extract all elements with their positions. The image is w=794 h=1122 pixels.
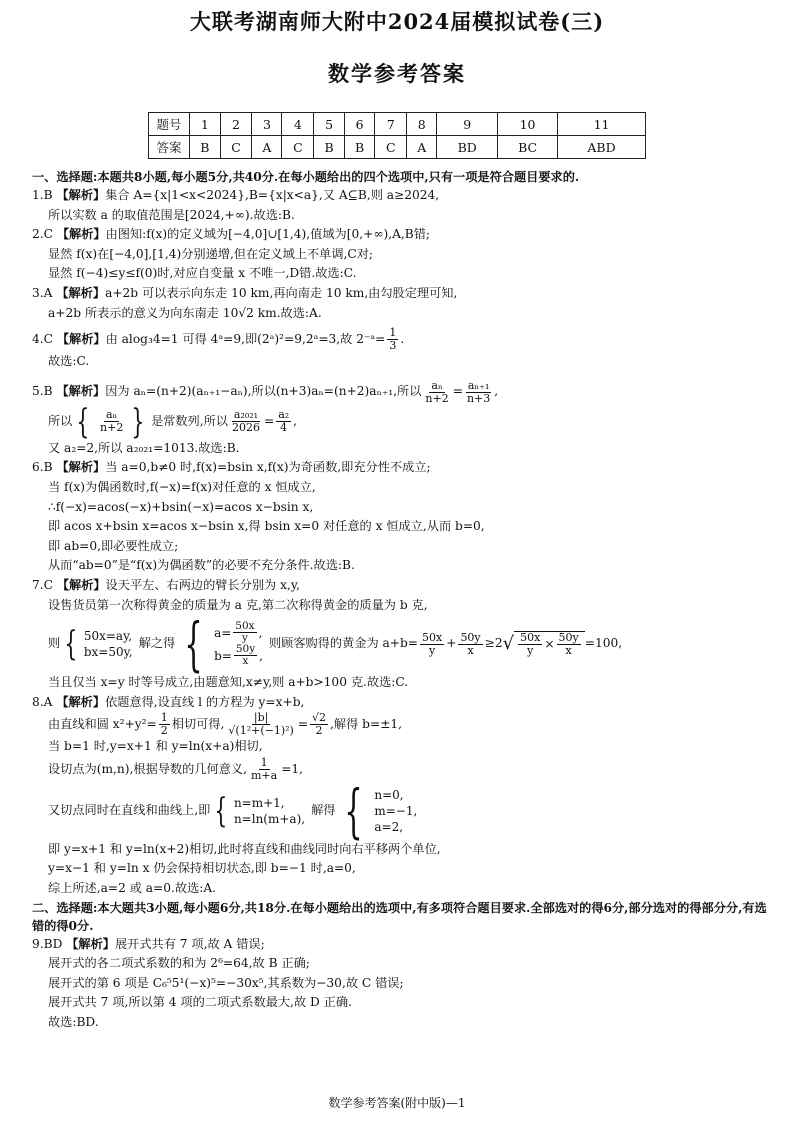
q7-sys2-r1-frac (233, 621, 256, 644)
q7-sys2-r2-lhs: b= (214, 648, 232, 663)
q8-line-1 (32, 693, 770, 713)
q7-frac-d (557, 632, 581, 657)
q2-tag: 【解析】 (56, 227, 106, 242)
q7-line-1 (32, 576, 770, 596)
q8-text-4a: 设切点为(m,n),根据导数的几何意义, (48, 761, 247, 776)
q8-line-7: y=x−1 和 y=ln x 仍会保持相切状态,即 b=−1 时,a=0, (48, 861, 356, 876)
q7-sys2-r2-end: , (259, 648, 263, 663)
q5-line-2 (32, 401, 770, 442)
q8-line-4 (32, 757, 770, 782)
q8-sysB-brace: { (344, 776, 364, 845)
q5-f3-num: aₙ (106, 408, 118, 422)
q5-f1-num: aₙ (431, 378, 443, 392)
q7-fb-den: x (467, 643, 474, 657)
question-number-cell: 10 (498, 113, 558, 136)
q6-line-3: ∴f(−x)=acos(−x)+bsin(−x)=acos x−bsin x, (48, 499, 314, 514)
q2-number: 2.C (32, 227, 53, 242)
q7-fa-num: 50x (422, 630, 443, 644)
q3-tag: 【解析】 (56, 285, 106, 300)
q5-fraction-2 (465, 380, 492, 405)
q1-line-1 (32, 186, 770, 206)
answer-cell: BC (498, 136, 558, 159)
q4-line-1 (32, 327, 770, 352)
q6-line-1 (32, 458, 770, 478)
q7-then: 则 (48, 636, 61, 651)
q5-right-brace: } (131, 401, 145, 442)
q5-f2-num: aₙ₊₁ (467, 378, 490, 392)
answer-cell: B (190, 136, 221, 159)
q7-frac-b (458, 632, 482, 657)
q8-fraction-2 (226, 712, 295, 737)
q1-line-2: 所以实数 a 的取值范围是[2024,+∞).故选:B. (48, 207, 295, 222)
answer-content (32, 168, 770, 1033)
answer-cell: B (344, 136, 375, 159)
q7-system-1 (84, 628, 133, 660)
q7-frac-a (420, 632, 444, 657)
q7-solve: 解之得 (138, 636, 176, 651)
q2-line-1 (32, 225, 770, 245)
question-number-cell: 5 (314, 113, 345, 136)
q4-frac-den: 3 (389, 339, 397, 353)
q8-f1-num: 1 (160, 711, 168, 725)
q6-line-2: 当 f(x)为偶函数时,f(−x)=f(x)对任意的 x 恒成立, (48, 479, 316, 494)
q9-number: 9.BD (32, 936, 63, 951)
q7-sys2-r2-frac (234, 644, 257, 667)
q5-fraction-3 (98, 409, 125, 434)
q7-sys2-row1 (214, 621, 263, 644)
section-heading-2: 二、选择题:本大题共3小题,每小题6分,共18分.在每小题给出的选项中,有多项符合题目要求.全部选对的得6分,部分选对的得部分分,有选错的得0分. (32, 900, 767, 933)
q2-line-2: 显然 f(x)在[−4,0],[1,4)分别递增,但在定义域上不单调,C对; (48, 246, 374, 261)
q3-line-2: a+2b 所表示的意义为向东南走 10√2 km.故选:A. (48, 305, 322, 320)
q5-left-brace: { (76, 401, 90, 442)
q5-tag: 【解析】 (56, 384, 106, 399)
answer-cell: A (407, 136, 437, 159)
answer-table-answer-row (149, 136, 646, 159)
q5-equals: = (452, 384, 463, 399)
q8-f4-num: 1 (260, 755, 268, 769)
q7-system-2 (214, 621, 263, 667)
q4-fraction (387, 327, 398, 352)
q4-line-2: 故选:C. (48, 354, 90, 369)
q6-tag: 【解析】 (56, 460, 106, 475)
q5-number: 5.B (32, 384, 53, 399)
q8-system-B (374, 787, 417, 835)
q3-number: 3.A (32, 285, 53, 300)
q5-text-2c: , (293, 413, 298, 428)
q8-sysB-row3: a=2, (374, 819, 404, 834)
answer-table-question-row (149, 113, 646, 136)
q8-line-2 (32, 712, 770, 737)
q4-frac-num: 1 (389, 326, 397, 340)
q1-tag: 【解析】 (56, 188, 106, 202)
q6-line-6: 从而“ab=0”是“f(x)为偶函数”的必要不充分条件.故选:B. (48, 558, 355, 573)
q1-number: 1.B (32, 188, 53, 202)
answer-cell: B (314, 136, 345, 159)
q3-line-1 (32, 284, 770, 304)
q7-sys2-row2 (214, 644, 263, 667)
q5-fraction-4 (230, 409, 262, 434)
q6-line-5: 即 ab=0,即必要性成立; (48, 538, 179, 553)
q8-f2-num: |b| (253, 711, 269, 725)
q7-sqrt (514, 631, 585, 657)
q7-plus: + (446, 636, 457, 651)
q8-text-2b: 相切可得, (171, 716, 225, 731)
q9-tag: 【解析】 (66, 936, 115, 951)
question-number-cell: 4 (282, 113, 314, 136)
section-heading-1: 一、选择题:本题共8小题,每小题5分,共40分.在每小题给出的四个选项中,只有一项是符合题目要求的. (32, 170, 580, 184)
q6-text-1: 当 a=0,b≠0 时,f(x)=bsin x,f(x)为奇函数,即充分性不成立; (105, 460, 431, 475)
q7-times: × (544, 636, 555, 651)
q7-sys2-r1-num: 50x (235, 620, 255, 633)
q8-sysB-row1: n=0, (374, 787, 404, 802)
q9-line-3: 展开式的第 6 项是 C₆⁵5¹(−x)⁵=−30x⁵,其系数为−30,故 C 错误; (48, 975, 404, 990)
q2-text-1: 由图知:f(x)的定义域为[−4,0]∪[1,4),值域为[0,+∞),A,B错; (105, 227, 431, 242)
answer-cell: C (375, 136, 407, 159)
q7-end: =100, (584, 636, 623, 651)
q8-text-2a: 由直线和圆 x²+y²= (48, 716, 157, 731)
question-number-cell: 1 (190, 113, 221, 136)
q8-fraction-3 (310, 712, 328, 737)
q9-text-1: 展开式共有 7 项,故 A 错误; (114, 936, 265, 951)
q5-line-3: 又 a₂=2,所以 a₂₀₂₁=1013.故选:B. (48, 440, 240, 455)
answer-cell: BD (437, 136, 498, 159)
q7-line-2: 设售货员第一次称得黄金的质量为 a 克,第二次称得黄金的质量为 b 克, (48, 597, 428, 612)
q7-number: 7.C (32, 577, 53, 592)
q7-fa-den: y (429, 643, 436, 657)
q7-ge: ≥2 (484, 636, 503, 651)
q8-number: 8.A (32, 694, 53, 709)
q5-f5-num: a₂ (278, 408, 290, 422)
q7-sys1-row2: bx=50y, (83, 645, 133, 660)
q4-number: 4.C (32, 331, 53, 346)
q8-sysA-brace: { (214, 790, 228, 831)
answer-cell: C (282, 136, 314, 159)
q8-line-5 (32, 776, 770, 845)
q7-fd-den: x (565, 644, 572, 658)
q8-fraction-4 (249, 757, 279, 782)
q7-line-4: 当且仅当 x=y 时等号成立,由题意知,x≠y,则 a+b>100 克.故选:C. (48, 675, 409, 690)
q8-sysA-row1: n=m+1, (233, 795, 285, 810)
q1-text-1: 集合 A={x|1<x<2024},B={x|x<a},又 A⊆B,则 a≥2024, (105, 188, 440, 202)
q8-solve: 解得 (311, 803, 336, 818)
question-number-cell: 7 (375, 113, 407, 136)
question-number-cell: 3 (252, 113, 282, 136)
q3-text-1: a+2b 可以表示向东走 10 km,再向南走 10 km,由勾股定理可知, (105, 285, 458, 300)
q7-sys2-r1-lhs: a= (214, 625, 232, 640)
row-label-question: 题号 (149, 113, 190, 136)
q8-system-A (234, 795, 305, 827)
q5-f2-den: n+3 (466, 391, 491, 405)
q7-sys1-brace: { (64, 624, 78, 665)
q7-sys2-brace: { (184, 610, 203, 679)
q5-f4-num: a₂₀₂₁ (233, 408, 259, 422)
page-subtitle: 数学参考答案 (328, 61, 466, 86)
q8-line-8: 综上所述,a=2 或 a=0.故选:A. (48, 881, 217, 896)
q5-f3-den: n+2 (100, 421, 124, 435)
page-footer: 数学参考答案(附中版)—1 (328, 1096, 466, 1110)
question-number-cell: 11 (558, 113, 646, 136)
q8-line-6: 即 y=x+1 和 y=ln(x+2)相切,此时将直线和曲线同时向右平移两个单位, (48, 841, 441, 856)
question-number-cell: 6 (344, 113, 375, 136)
q5-fraction-1 (423, 380, 450, 405)
q7-fb-num: 50y (460, 630, 481, 644)
q5-text-2a: 所以 (48, 413, 73, 428)
q4-text-1a: 由 alog₃4=1 可得 4ᵃ=9,即(2ᵃ)²=9,2ᵃ=3,故 2⁻ᵃ= (105, 331, 386, 346)
q6-number: 6.B (32, 460, 53, 475)
q7-text-1: 设天平左、右两边的臂长分别为 x,y, (105, 577, 300, 592)
q8-f3-den: 2 (315, 724, 323, 738)
q6-line-4: 即 acos x+bsin x=acos x−bsin x,得 bsin x=0 对任意的 x 恒成立,从而 b=0, (48, 519, 485, 534)
q8-f1-den: 2 (160, 724, 168, 738)
q8-text-1: 依题意得,设直线 l 的方程为 y=x+b, (105, 694, 305, 709)
row-label-answer: 答案 (149, 136, 190, 159)
q5-fraction-5 (276, 409, 291, 434)
q7-sys1-row1: 50x=ay, (83, 629, 133, 644)
q8-sysA-row2: n=ln(m+a), (233, 811, 306, 826)
answer-cell: A (252, 136, 282, 159)
answer-table (148, 112, 646, 159)
q8-text-2c: ,解得 b=±1, (330, 716, 403, 731)
q9-line-5: 故选:BD. (48, 1015, 99, 1030)
q9-line-1 (32, 935, 770, 955)
q5-text-1b: , (494, 384, 499, 399)
answer-cell: C (220, 136, 252, 159)
q7-line-3 (32, 610, 770, 679)
q5-text-2b: 是常数列,所以 (150, 413, 228, 428)
q8-tag: 【解析】 (56, 694, 106, 709)
q7-fc-den: y (527, 644, 534, 658)
page-title: 大联考湖南师大附中2024届模拟试卷(三) (189, 9, 605, 34)
q8-equals: = (297, 716, 309, 731)
q8-text-4b: =1, (281, 761, 304, 776)
question-number-cell: 8 (407, 113, 437, 136)
answer-cell: ABD (558, 136, 646, 159)
q8-text-5a: 又切点同时在直线和曲线上,即 (48, 803, 211, 818)
q8-f2-den: √(1²+(−1)²) (228, 724, 294, 738)
q7-tag: 【解析】 (56, 577, 106, 592)
q7-frac-c (518, 632, 542, 657)
q5-equals-2: = (263, 413, 275, 428)
q8-f3-num: √2 (312, 711, 327, 725)
q4-text-1b: . (400, 331, 405, 346)
q8-fraction-1 (159, 712, 170, 737)
q7-sys2-r1-den: y (241, 632, 248, 645)
q7-sys2-r2-num: 50y (235, 643, 256, 656)
q8-f4-den: m+a (250, 768, 278, 782)
question-number-cell: 9 (437, 113, 498, 136)
q8-line-3: 当 b=1 时,y=x+1 和 y=ln(x+a)相切, (48, 739, 263, 754)
q9-line-4: 展开式共 7 项,所以第 4 项的二项式系数最大,故 D 正确. (48, 995, 352, 1010)
q7-mid: 则顾客购得的黄金为 a+b= (268, 636, 419, 651)
q4-tag: 【解析】 (56, 331, 106, 346)
q5-f5-den: 4 (280, 421, 288, 435)
q7-fd-num: 50y (558, 631, 579, 645)
q5-f1-den: n+2 (425, 391, 449, 405)
q7-sys2-r2-den: x (242, 655, 249, 668)
q5-f4-den: 2026 (231, 421, 260, 435)
question-number-cell: 2 (220, 113, 252, 136)
q2-line-3: 显然 f(−4)≤y≤f(0)时,对应自变量 x 不唯一,D错.故选:C. (48, 266, 357, 281)
q7-sys2-r1-end: , (258, 625, 263, 640)
q5-text-1a: 因为 aₙ=(n+2)(aₙ₊₁−aₙ),所以(n+3)aₙ=(n+2)aₙ₊₁,所以 (105, 384, 422, 399)
q7-fc-num: 50x (520, 631, 541, 645)
q8-sysB-row2: m=−1, (374, 803, 418, 818)
q7-sqrt-sign: √ (502, 633, 515, 655)
q9-line-2: 展开式的各二项式系数的和为 2⁶=64,故 B 正确; (48, 956, 310, 971)
